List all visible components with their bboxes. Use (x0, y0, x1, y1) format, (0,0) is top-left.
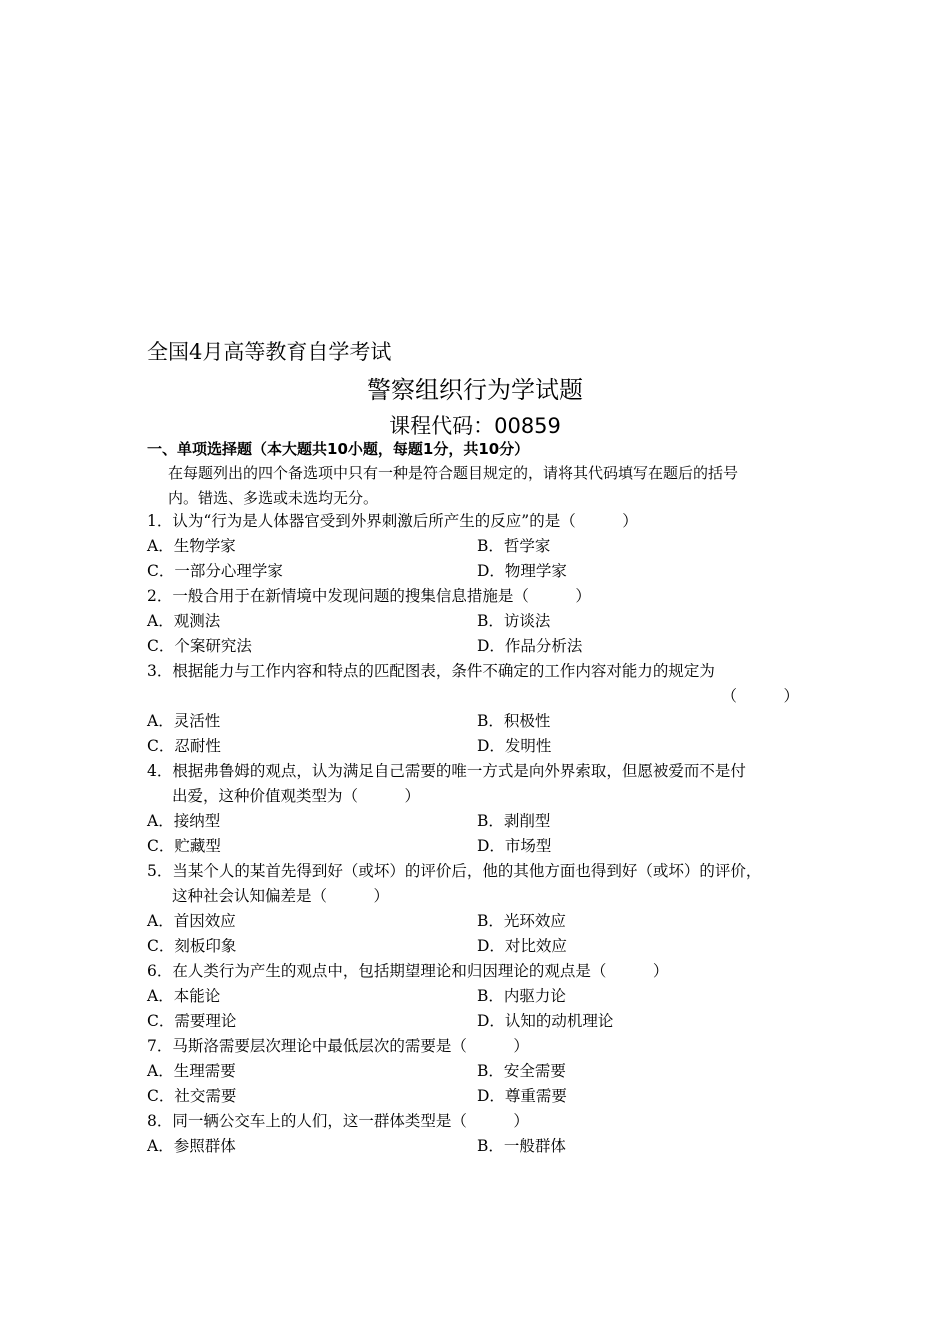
option: C．贮藏型 (147, 837, 221, 855)
option: A．本能论 (147, 987, 221, 1005)
option: A．参照群体 (147, 1137, 236, 1155)
option: D．对比效应 (477, 937, 567, 955)
option-row (147, 559, 827, 584)
option: C．忍耐性 (147, 737, 221, 755)
option: D．尊重需要 (477, 1087, 567, 1105)
question-stem: 4．根据弗鲁姆的观点，认为满足自己需要的唯一方式是向外界索取，但愿被爱而不是付 (147, 762, 746, 780)
option: D．发明性 (477, 737, 552, 755)
option: C．刻板印象 (147, 937, 237, 955)
option-row (147, 1134, 827, 1159)
option-row (147, 909, 827, 934)
option: A．首因效应 (147, 912, 236, 930)
question-list (147, 509, 827, 1159)
question-stem: 1．认为“行为是人体器官受到外界刺激后所产生的反应”的是（ ） (147, 512, 638, 530)
option-row (147, 809, 827, 834)
question-stem: 2．一般合用于在新情境中发现问题的搜集信息措施是（ ） (147, 587, 591, 605)
answer-paren: （ ） (721, 687, 799, 705)
option: B．积极性 (477, 712, 551, 730)
option: A．观测法 (147, 612, 221, 630)
option: B．光环效应 (477, 912, 566, 930)
question-stem: 7．马斯洛需要层次理论中最低层次的需要是（ ） (147, 1037, 529, 1055)
question-stem: 3．根据能力与工作内容和特点的匹配图表，条件不确定的工作内容对能力的规定为 (147, 662, 715, 680)
instruction-line: 内。错选、多选或未选均无分。 (168, 489, 379, 507)
option-row (147, 609, 827, 634)
option: C．需要理论 (147, 1012, 237, 1030)
option: A．生理需要 (147, 1062, 236, 1080)
question-stem: 6．在人类行为产生的观点中，包括期望理论和归因理论的观点是（ ） (147, 962, 669, 980)
option: B．安全需要 (477, 1062, 566, 1080)
section-instruction (168, 461, 818, 511)
option: B．剥削型 (477, 812, 551, 830)
option-row (147, 634, 827, 659)
page-title: 警察组织行为学试题 (367, 376, 583, 404)
course-code: 课程代码：00859 (389, 414, 561, 438)
option: D．物理学家 (477, 562, 567, 580)
option-row (147, 1059, 827, 1084)
option: C．一部分心理学家 (147, 562, 283, 580)
option: B．哲学家 (477, 537, 551, 555)
option: C．社交需要 (147, 1087, 237, 1105)
option: A．生物学家 (147, 537, 236, 555)
exam-line: 全国4月高等教育自学考试 (147, 340, 392, 364)
instruction-line: 在每题列出的四个备选项中只有一种是符合题目规定的，请将其代码填写在题后的括号 (168, 464, 739, 482)
question-stem-cont: 出爱，这种价值观类型为（ ） (172, 787, 421, 805)
option-row (147, 984, 827, 1009)
option-row (147, 1084, 827, 1109)
question-stem: 8．同一辆公交车上的人们，这一群体类型是（ ） (147, 1112, 529, 1130)
option-row (147, 1009, 827, 1034)
option-row (147, 709, 827, 734)
option: D．认知的动机理论 (477, 1012, 614, 1030)
option: D．作品分析法 (477, 637, 583, 655)
option: C．个案研究法 (147, 637, 252, 655)
option-row (147, 934, 827, 959)
section-heading: 一、单项选择题（本大题共10小题，每题1分，共10分） (147, 440, 530, 458)
option: B．一般群体 (477, 1137, 566, 1155)
option: A．接纳型 (147, 812, 221, 830)
option-row (147, 534, 827, 559)
question-stem: 5．当某个人的某首先得到好（或坏）的评价后，他的其他方面也得到好（或坏）的评价， (147, 862, 762, 880)
option: B．访谈法 (477, 612, 551, 630)
option: A．灵活性 (147, 712, 221, 730)
option-row (147, 834, 827, 859)
option: B．内驱力论 (477, 987, 566, 1005)
option-row (147, 734, 827, 759)
option: D．市场型 (477, 837, 552, 855)
question-stem-cont: 这种社会认知偏差是（ ） (172, 887, 390, 905)
